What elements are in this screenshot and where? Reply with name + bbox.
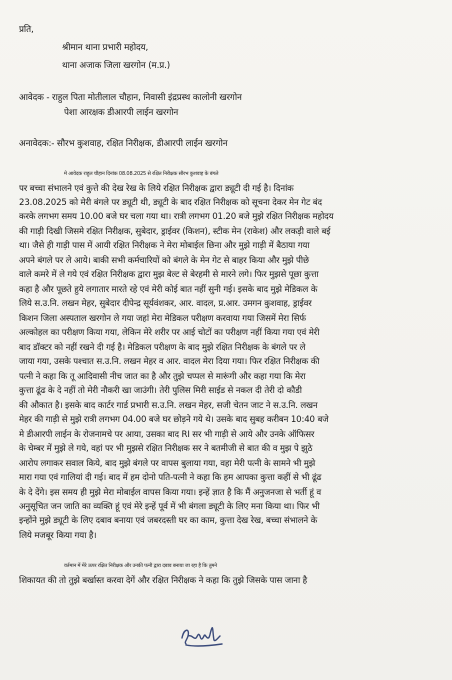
body-line: बाद डॉक्टर को नहीं रखने दी गई है। मेडिकल परीक्षण के बाद मुझे रक्षित निरीक्षक के बंगले पर ले bbox=[19, 343, 306, 353]
body-line: पत्नी ने कहा कि तू आदिवासी नीच जात का है और तुझे चप्पल से मारूंगी और कहा गया कि मेरा bbox=[19, 372, 306, 382]
body-line: किशन जिला अस्पताल खरगोन ले गया जहां मेरा मेडिकल परीक्षण करवाया गया जिसमें मेरा सिर्फ bbox=[19, 314, 306, 324]
body-line: आरोप लगाकर सवाल किये, बाद मुझे बंगले पर वापस बुलाया गया, वहा मेरी पत्नी के सामने भी मुझे bbox=[19, 459, 316, 469]
body-line: मारा गया एवं गालियां दी गई। बाद में हम दोनो पति-पत्नी ने कहा कि हम आपका कुत्ता कहीं से भी ढूंढ bbox=[19, 473, 322, 483]
addressee-line-2: थाना अजाक जिला खरगोन (म.प्र.) bbox=[62, 61, 171, 71]
body-line: अनुसूचित जन जाति का व्यक्ति हूं एवं मेरे इन्हें पूर्व में भी बंगला ड्यूटी के लिए मना किया था। फिर भी bbox=[19, 502, 320, 512]
body-line: अपने बंगले पर ले आये। बाकी सभी कर्मचारियों को बंगले के मेन गेट से बाहर किया और मुझे पीछे bbox=[19, 256, 309, 266]
body-line: था। जैसे ही गाड़ी पास में आयी रक्षित निरीक्षक ने मेरा मोबाईल छिना और मुझे गाड़ी में बैठाया गया bbox=[19, 241, 310, 251]
body-line: के दे देंगे। इस समय ही मुझे मेरा मोबाईल वापस किया गया। इन्हें ज्ञात है कि मैं अनुजनजा से भर्ती हूं व bbox=[19, 488, 322, 498]
body-line: मे डीआरपी लाईन के रोजनामचे पर आया, उसका बाद RI सर भी गाड़ी से आये और उनके ऑफिसर bbox=[19, 430, 315, 440]
body-line: कहा है और पूछते हुये लगातार मारते रहे एवं मेरी कोई बात नहीं सुनी गई। इसके बाद मुझे मेडिकल के bbox=[19, 285, 318, 295]
addressee-line-1: श्रीमान थाना प्रभारी महोदय, bbox=[62, 43, 149, 53]
body-line: लिये स.उ.नि. लखन मेहर, सुबेदार दीपेन्द्र सूर्यवंशकर, आर. वादल, प्र.आर. उमगन कुशवाह, ड्राईवर bbox=[19, 299, 312, 309]
body-line: लिये मजबूर किया गया है। bbox=[19, 531, 97, 541]
applicant-line-1: आवेदक - राहुल पिता मोतीलाल चौहान, निवासी इंद्रप्रस्थ कालोनी खरगोन bbox=[19, 93, 242, 103]
body-line: मे आवेदक राहुल चौहान दिनांक 08.08.2025 से रक्षित निरीक्षक सौरभ कुशवाह के बंगले bbox=[64, 171, 219, 177]
signature bbox=[178, 620, 228, 650]
body-line: वर्तमान में मेरे ऊपर रक्षित निरीक्षक और उनकी पत्नी द्वारा दबाव बनाया जा रहा है कि तुमने bbox=[64, 563, 217, 569]
body-line: कुत्ता ढूंढ के दे नहीं तो मेरी नौकरी खा जाउंगी। तेरी पुलिस मिरी साईड से नकल दी तेरी दो कौडी bbox=[19, 386, 302, 396]
body-line: की औकात है। इसके बाद कार्टर गार्ड प्रभारी स.उ.नि. लखन मेहर, सजी चेतन जाट ने स.उ.नि. लखन bbox=[19, 401, 318, 411]
addressee-prefix: प्रति, bbox=[19, 25, 34, 35]
applicant-line-2: पेशा आरक्षक डीआरपी लाईन खरगोन bbox=[64, 108, 179, 118]
body-line: पर बच्चा संभालने एवं कुत्ते की देख रेख के लिये रक्षित निरीक्षक द्वारा ड्यूटी दी गई है। दिनांक bbox=[19, 184, 294, 194]
respondent-line: अनावेदक:- सौरभ कुशवाह, रक्षित निरीक्षक, डीआरपी लाईन खरगोन bbox=[19, 139, 228, 149]
body-line: करके लगभग समय 10.00 बजे घर चला गया था। रात्री लगभग 01.20 बजे मुझे रक्षित निरीक्षक महोदय bbox=[19, 212, 334, 222]
body-line: की गाड़ी दिखी जिसमे रक्षित निरीक्षक, सुबेदार, ड्राईवर (किशन), स्टीक मेन (राकेश) और लकड़ी वाले बई bbox=[19, 227, 331, 237]
body-line: शिकायत की तो तुझे बर्खास्त करवा देगें और रक्षित निरीक्षक ने कहा कि तुझे जिसके पास जाना है bbox=[19, 576, 308, 586]
body-line: 23.08.2025 को मेरी बंगले पर ड्यूटी थी, ड्यूटी के बाद रक्षित निरीक्षक को सूचना देकर मेन गेट बंद bbox=[19, 198, 322, 208]
body-line: वाले कमरे में ले गये एवं रक्षित निरीक्षक द्वारा मुझ बेल्ट से बेरहमी से मारने लगे। फिर मुझसे पूछा कुत्ता bbox=[19, 270, 319, 280]
body-line: मेहर की गाड़ी से मुझे रात्री लगभग 04.00 बजे घर छोड़ने गये थे। उसके बाद सुबह करीबन 10:40 बजे bbox=[19, 415, 329, 425]
body-line: इन्होंने मुझे ड्यूटी के लिए दबाव बनाया एवं जबरदस्ती घर का काम, कुत्ता देख रेख, बच्चा संभालने के bbox=[19, 516, 318, 526]
body-line: अल्कोहल का परीक्षण किया गया, लेकिन मेरे शरीर पर आई चोटों का परीक्षण नहीं किया गया एवं मेरी bbox=[19, 328, 320, 338]
body-line: के चेम्बर में मुझे ले गये, वहां पर भी मुझसे रक्षित निरीक्षक सर ने बतमीजी से बात की व मुझ पे झुठे bbox=[19, 444, 313, 454]
body-line: जाया गया, उसके पश्चात स.उ.नि. लखन मेहर व आर. वादल मेरा दिया गया। फिर रक्षित निरीक्षक की bbox=[19, 357, 320, 367]
